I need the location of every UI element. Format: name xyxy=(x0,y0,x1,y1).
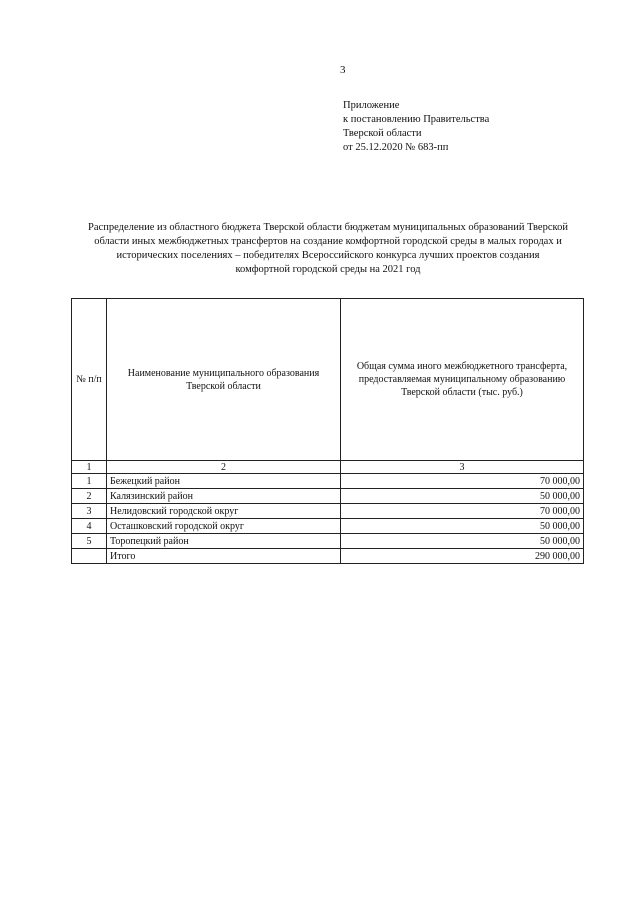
row-num: 2 xyxy=(72,489,107,504)
total-sum: 290 000,00 xyxy=(341,549,584,564)
row-sum: 50 000,00 xyxy=(341,534,584,549)
index-cell-1: 1 xyxy=(72,461,107,474)
row-name: Калязинский район xyxy=(107,489,341,504)
table-row xyxy=(72,519,584,534)
table-index-row xyxy=(72,461,584,474)
table-total-row xyxy=(72,549,584,564)
index-cell-2: 2 xyxy=(107,461,341,474)
appendix-block xyxy=(343,99,489,155)
header-name: Наименование муниципального образования Тверской области xyxy=(107,299,341,461)
table-header-row xyxy=(72,299,584,461)
table-row xyxy=(72,534,584,549)
row-name: Осташковский городской округ xyxy=(107,519,341,534)
table-row xyxy=(72,489,584,504)
appendix-line-3: Тверской области xyxy=(343,128,422,139)
appendix-line-2: к постановлению Правительства xyxy=(343,114,490,125)
header-sum: Общая сумма иного межбюджетного трансферта, предоставляемая муниципальному образованию Тверской области (тыс. руб.) xyxy=(341,299,584,461)
distribution-table xyxy=(71,298,584,564)
index-cell-3: 3 xyxy=(341,461,584,474)
row-sum: 70 000,00 xyxy=(341,504,584,519)
total-num-empty xyxy=(72,549,107,564)
row-sum: 50 000,00 xyxy=(341,489,584,504)
row-num: 3 xyxy=(72,504,107,519)
row-num: 5 xyxy=(72,534,107,549)
document-title: Распределение из областного бюджета Тверской области бюджетам муниципальных образований Тверской области иных межбюджетных трансфертов на создание комфортной городской среды в малых городах и исторических поселениях – победителях Всероссийского конкурса лучших проектов создания комфортной городской среды на 2021 год xyxy=(88,222,568,275)
row-name: Нелидовский городской округ xyxy=(107,504,341,519)
row-name: Бежецкий район xyxy=(107,474,341,489)
appendix-line-4: от 25.12.2020 № 683-пп xyxy=(343,142,449,153)
row-num: 1 xyxy=(72,474,107,489)
row-sum: 70 000,00 xyxy=(341,474,584,489)
total-label: Итого xyxy=(107,549,341,564)
header-num: № п/п xyxy=(72,299,107,461)
appendix-line-1: Приложение xyxy=(343,100,400,111)
table-row xyxy=(72,504,584,519)
row-sum: 50 000,00 xyxy=(341,519,584,534)
page-number: 3 xyxy=(340,64,346,76)
table-row xyxy=(72,474,584,489)
row-num: 4 xyxy=(72,519,107,534)
row-name: Торопецкий район xyxy=(107,534,341,549)
